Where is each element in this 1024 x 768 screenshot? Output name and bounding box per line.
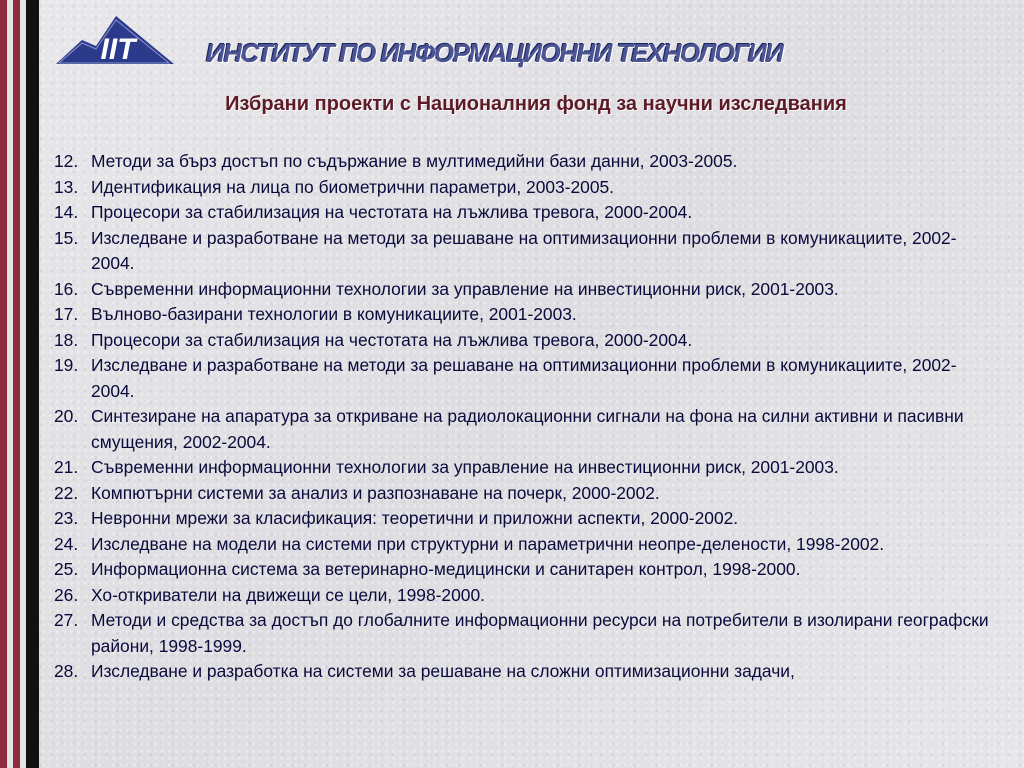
item-text: Невронни мрежи за класификация: теоретични и приложни аспекти, 2000-2002. [91, 508, 739, 528]
project-list [54, 149, 994, 685]
item-text: Съвременни информационни технологии за управление на инвестиционни риск, 2001-2003. [91, 278, 839, 299]
item-text: Информационна система за ветеринарно-медицински и санитарен контрол, 1998-2000. [91, 559, 801, 579]
project-item-24 [54, 532, 994, 558]
project-item-22 [54, 481, 994, 507]
project-item-15 [54, 226, 994, 277]
item-text: Съвременни информационни технологии за управление на инвестиционни риск, 2001-2003. [91, 457, 839, 477]
project-item-14 [54, 200, 994, 226]
item-text: Процесори за стабилизация на честотата на лъжлива тревога, 2000-2004. [91, 329, 693, 350]
project-item-18 [54, 328, 994, 354]
item-text: Хо-откриватели на движещи се цели, 1998-2000. [91, 584, 485, 605]
item-text: Идентификация на лица по биометрични параметри, 2003-2005. [91, 176, 615, 197]
item-number: 25. [54, 559, 79, 579]
item-text: Изследване на модели на системи при структурни и параметрични неопре-делености, 1998-2002. [91, 533, 885, 554]
project-item-16 [54, 277, 994, 303]
institute-title: ИНСТИТУТ ПО ИНФОРМАЦИОННИ ТЕХНОЛОГИИ [206, 38, 783, 68]
item-text: Методи и средства за достъп до глобалните информационни ресурси на потребители в изолирани географски райони, 1998-1999. [91, 610, 989, 656]
project-item-17 [54, 302, 994, 328]
item-text: Изследване и разработване на методи за решаване на оптимизационни проблеми в комуникациите, 2002-2004. [91, 355, 957, 401]
item-number: 19. [54, 355, 79, 375]
logo-lettering: IIT [100, 33, 136, 66]
item-number: 12. [54, 151, 79, 171]
project-item-23 [54, 506, 994, 532]
iit-logo [56, 12, 174, 68]
project-item-19 [54, 353, 994, 404]
item-text: Методи за бърз достъп по съдържание в мултимедийни бази данни, 2003-2005. [91, 151, 738, 171]
project-item-13 [54, 175, 994, 201]
item-number: 22. [54, 482, 79, 503]
project-item-20 [54, 404, 994, 455]
item-number: 18. [54, 329, 79, 350]
project-item-21 [54, 455, 994, 481]
item-number: 24. [54, 533, 79, 554]
page-subtitle: Избрани проекти с Националния фонд за научни изследвания [225, 93, 847, 115]
item-number: 27. [54, 610, 79, 630]
item-text: Процесори за стабилизация на честотата на лъжлива тревога, 2000-2004. [91, 202, 693, 222]
project-item-28 [54, 659, 994, 685]
project-item-12 [54, 149, 994, 175]
item-number: 26. [54, 584, 79, 605]
item-number: 20. [54, 406, 79, 426]
item-number: 13. [54, 176, 79, 197]
item-text: Синтезиране на апаратура за откриване на радиолокационни сигнали на фона на силни активни и пасивни смущения, 2002-2004. [91, 406, 964, 452]
item-number: 15. [54, 227, 79, 248]
item-number: 14. [54, 202, 79, 222]
project-item-26 [54, 583, 994, 609]
item-text: Компютърни системи за анализ и разпознаване на почерк, 2000-2002. [91, 482, 660, 503]
item-number: 16. [54, 278, 79, 299]
item-number: 21. [54, 457, 79, 477]
item-text: Изследване и разработка на системи за решаване на сложни оптимизационни задачи, [91, 661, 795, 681]
item-number: 17. [54, 304, 79, 324]
item-number: 23. [54, 508, 79, 528]
project-item-25 [54, 557, 994, 583]
item-text: Вълново-базирани технологии в комуникациите, 2001-2003. [91, 304, 577, 324]
project-item-27 [54, 608, 994, 659]
item-number: 28. [54, 661, 79, 681]
item-text: Изследване и разработване на методи за решаване на оптимизационни проблеми в комуникациите, 2002-2004. [91, 227, 957, 273]
